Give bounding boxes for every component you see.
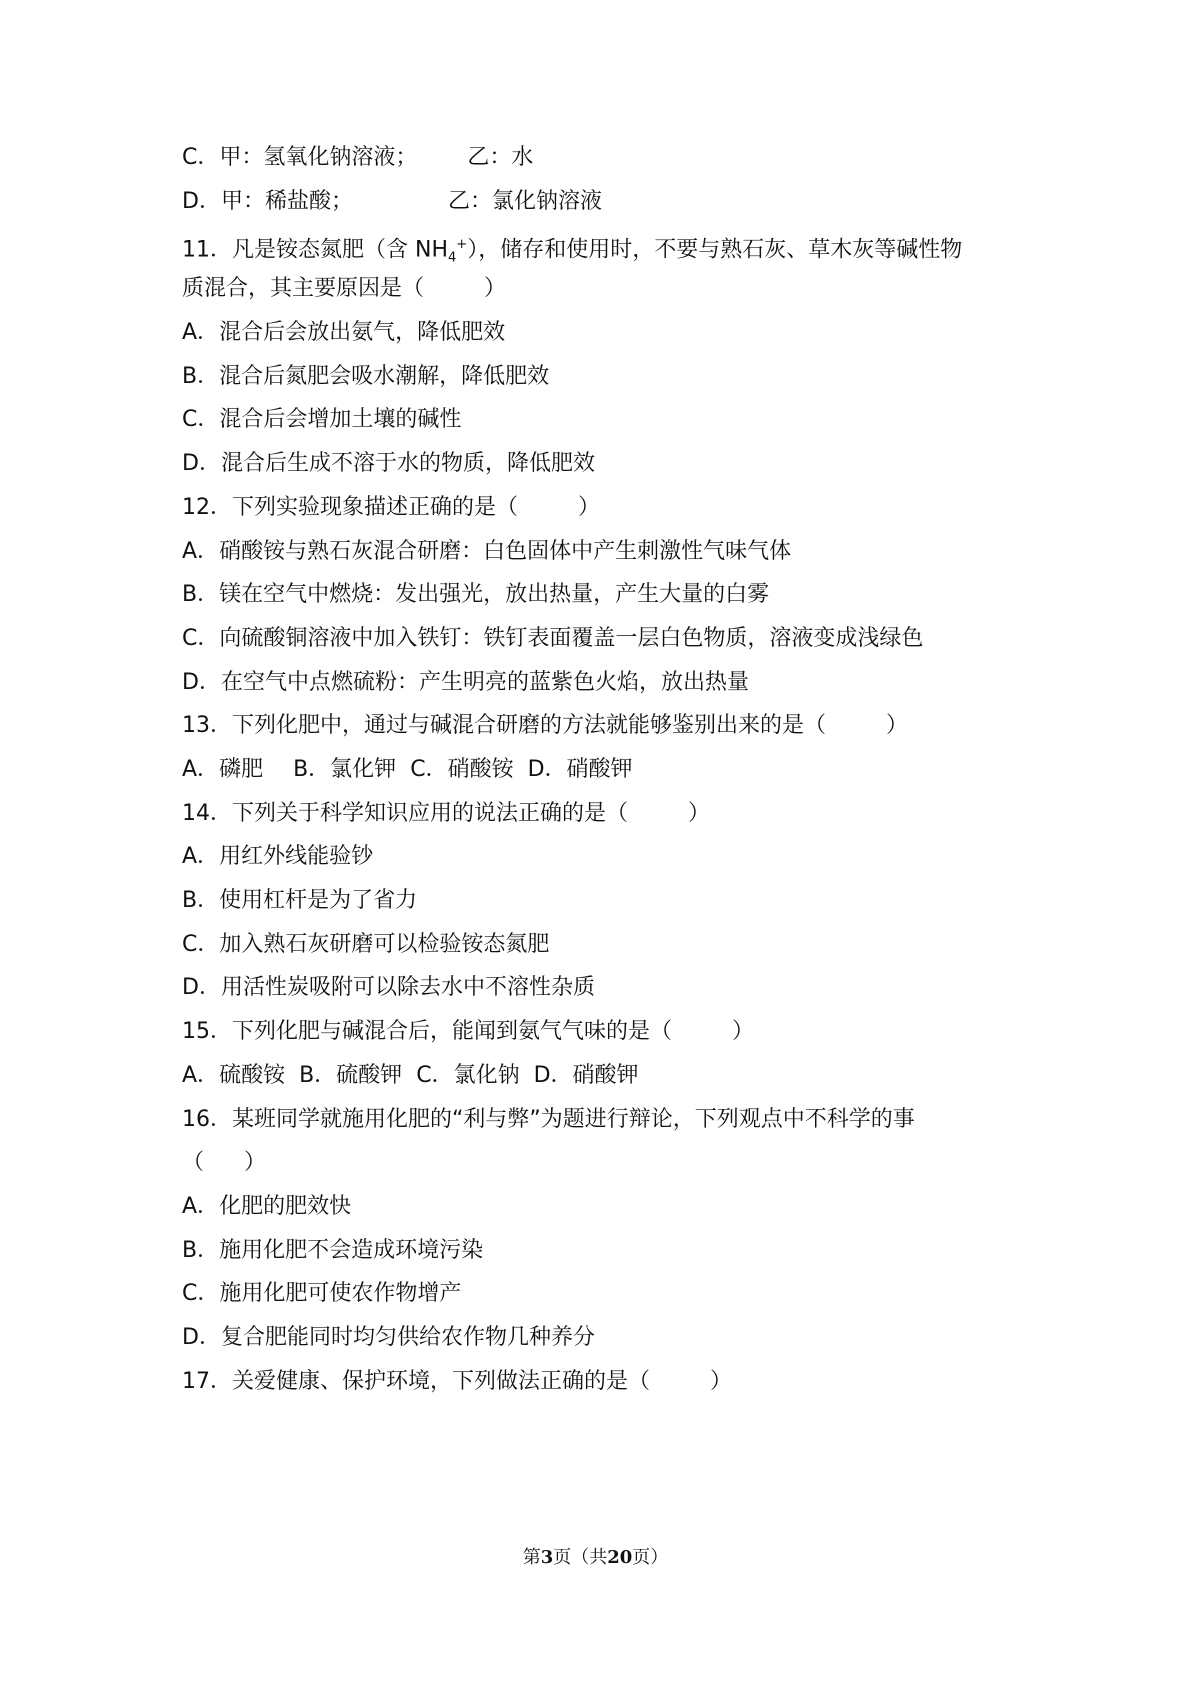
option-line: C．向硫酸铜溶液中加入铁钉：铁钉表面覆盖一层白色物质，溶液变成浅绿色: [182, 626, 924, 651]
question-16: 16．某班同学就施用化肥的“利与弊”为题进行辩论，下列观点中不科学的事: [182, 1107, 915, 1132]
option-line: B．混合后氮肥会吸水潮解，降低肥效: [182, 364, 550, 389]
question-16-cont: （ ）: [182, 1150, 267, 1175]
options-row: A．硫酸铵 B．硫酸钾 C．氯化钠 D．硝酸钾: [182, 1063, 639, 1088]
option-line: A．混合后会放出氨气，降低肥效: [182, 320, 506, 345]
option-line: D．混合后生成不溶于水的物质，降低肥效: [182, 451, 595, 476]
option-line: A．化肥的肥效快: [182, 1194, 352, 1219]
question-14: 14．下列关于科学知识应用的说法正确的是（ ）: [182, 801, 711, 826]
option-line: C．混合后会增加土壤的碱性: [182, 407, 462, 432]
option-line: D．在空气中点燃硫粉：产生明亮的蓝紫色火焰，放出热量: [182, 670, 749, 695]
option-line: A．用红外线能验钞: [182, 844, 374, 869]
question-12: 12．下列实验现象描述正确的是（ ）: [182, 495, 601, 520]
option-line: C．甲：氢氧化钠溶液； 乙：水: [182, 145, 534, 170]
options-row: A．磷肥 B．氯化钾 C．硝酸铵 D．硝酸钾: [182, 757, 633, 782]
option-line: D．用活性炭吸附可以除去水中不溶性杂质: [182, 975, 595, 1000]
page-footer: 第3页（共20页）: [522, 1547, 669, 1568]
option-line: B．镁在空气中燃烧：发出强光，放出热量，产生大量的白雾: [182, 582, 770, 607]
question-17: 17．关爱健康、保护环境，下列做法正确的是（ ）: [182, 1369, 733, 1394]
option-line: B．施用化肥不会造成环境污染: [182, 1238, 484, 1263]
question-13: 13．下列化肥中，通过与碱混合研磨的方法就能够鉴别出来的是（ ）: [182, 713, 909, 738]
option-line: D．复合肥能同时均匀供给农作物几种养分: [182, 1325, 595, 1350]
option-line: A．硝酸铵与熟石灰混合研磨：白色固体中产生刺激性气味气体: [182, 539, 792, 564]
question-11-cont: 质混合，其主要原因是（ ）: [182, 276, 507, 301]
question-11: 11．凡是铵态氮肥（含 $NH_4^+$），储存和使用时，不要与熟石灰、草木灰等碱性物: [182, 237, 963, 266]
question-15: 15．下列化肥与碱混合后，能闻到氨气气味的是（ ）: [182, 1019, 755, 1044]
option-line: B．使用杠杆是为了省力: [182, 888, 418, 913]
option-line: C．施用化肥可使农作物增产: [182, 1281, 462, 1306]
option-line: D．甲：稀盐酸； 乙：氯化钠溶液: [182, 189, 602, 214]
option-line: C．加入熟石灰研磨可以检验铵态氮肥: [182, 932, 550, 957]
